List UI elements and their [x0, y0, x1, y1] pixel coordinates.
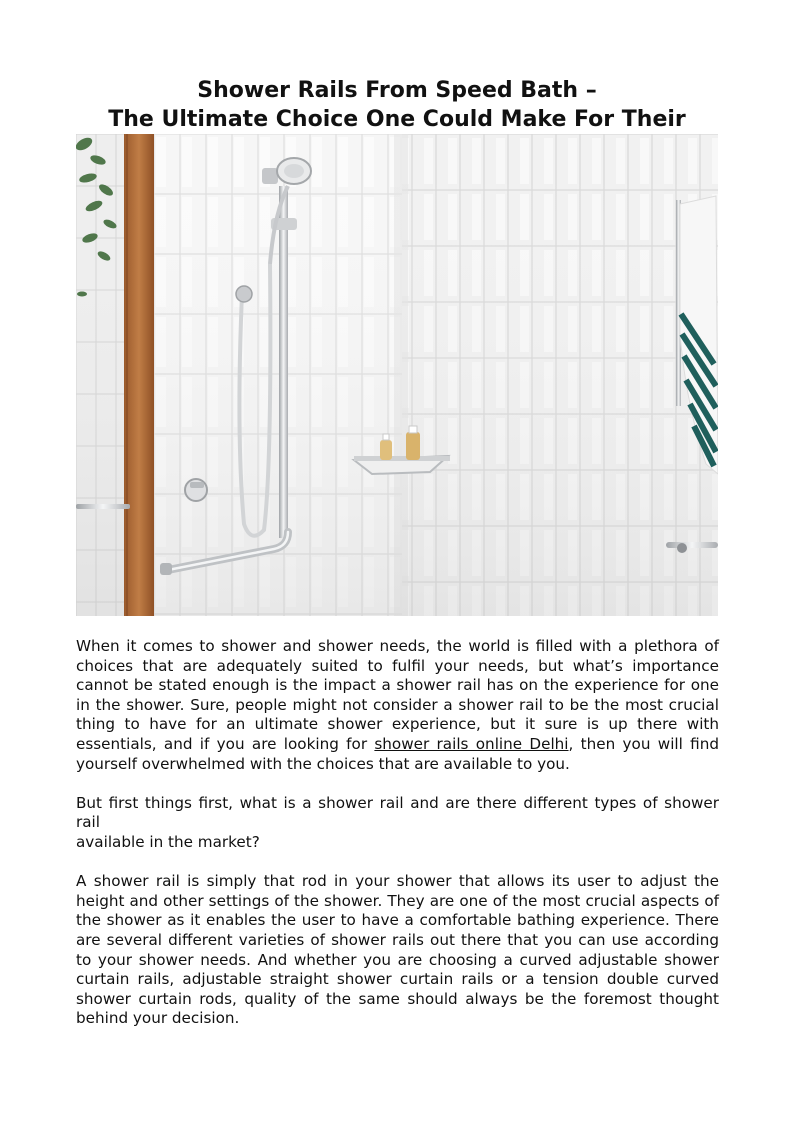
paragraph-question: But first things first, what is a shower rail and are there different types of shower rail available in the market?	[76, 793, 719, 851]
paragraph-intro: When it comes to shower and shower needs, the world is filled with a plethora of choices that are adequately suited to fulfil your needs, but what’s importance cannot be stated enough is the impact a shower rail has on the experience for one in the shower. Sure, people might not consider a shower rail to be the most crucial thing to have for an ultimate shower experience, but it sure is up there with essentials, and if you are looking for shower rails online Delhi, then you will find yourself overwhelmed with the choices that are available to you.	[76, 637, 720, 773]
shower-rails-link[interactable]: shower rails online Delhi	[374, 734, 569, 753]
shower-photo	[76, 134, 718, 616]
title-line-2: The Ultimate Choice One Could Make For Their	[108, 107, 686, 132]
title-line-1: Shower Rails From Speed Bath –	[197, 78, 597, 103]
article-body	[76, 637, 719, 1048]
document-title	[76, 76, 718, 134]
paragraph-explanation: A shower rail is simply that rod in your shower that allows its user to adjust the height and other settings of the shower. They are one of the most crucial aspects of the shower as it enables the user to have a comfortable bathing experience. There are several different varieties of shower rails out there that you can use according to your shower needs. And whether you are choosing a curved adjustable shower curtain rails, adjustable straight shower curtain rails or a tension double curved shower curtain rods, quality of the same should always be the foremost thought behind your decision.	[76, 872, 719, 1028]
